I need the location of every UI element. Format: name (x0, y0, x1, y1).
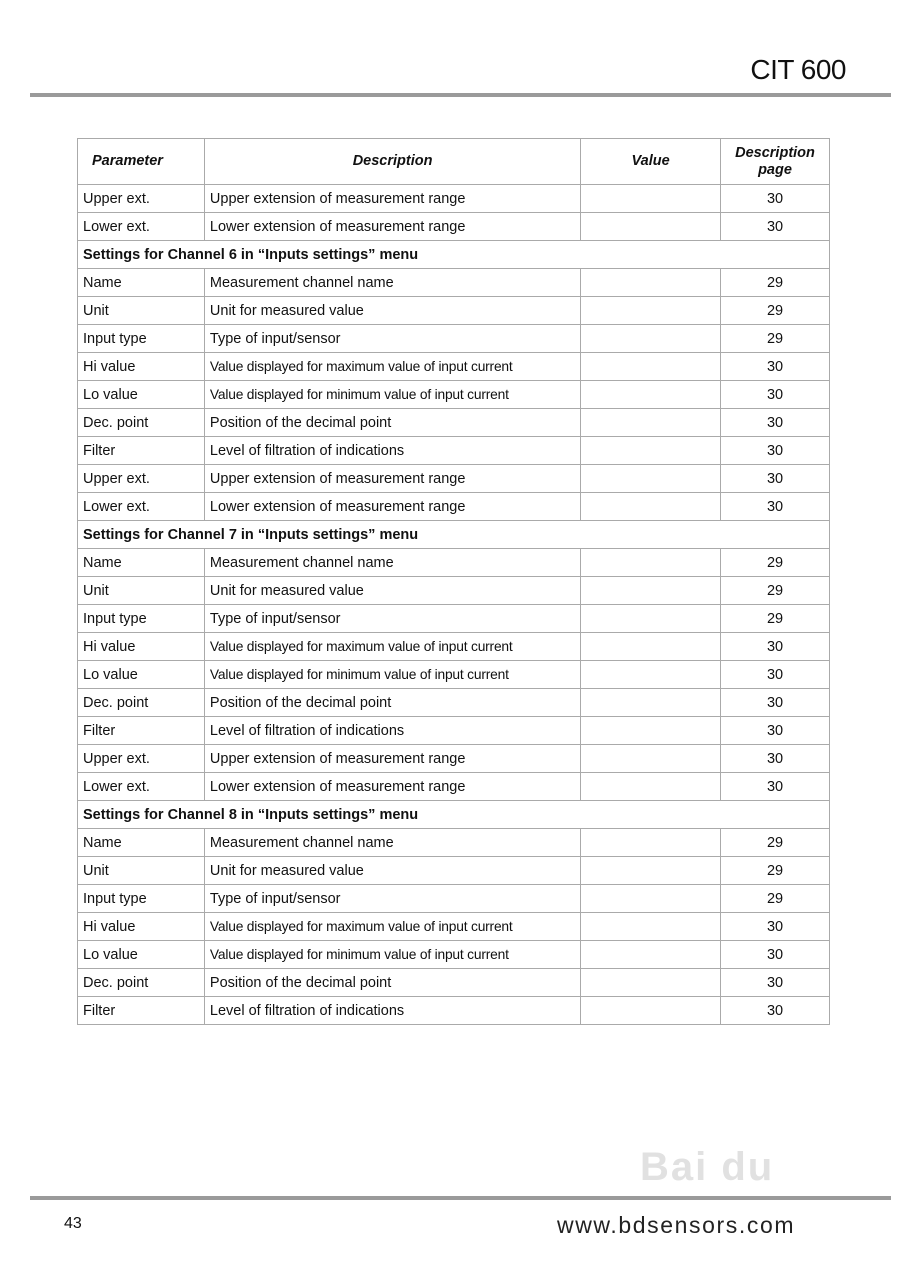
table-row (78, 829, 830, 857)
value-cell (581, 493, 721, 521)
parameter-cell: Hi value (78, 353, 205, 381)
value-cell (581, 213, 721, 241)
parameter-cell: Filter (78, 717, 205, 745)
value-cell (581, 633, 721, 661)
page-cell: 30 (721, 941, 830, 969)
value-cell (581, 717, 721, 745)
parameter-cell: Dec. point (78, 409, 205, 437)
parameter-cell: Name (78, 549, 205, 577)
value-cell (581, 353, 721, 381)
page-cell: 29 (721, 269, 830, 297)
description-cell: Value displayed for maximum value of input current (204, 633, 580, 661)
table-row (78, 549, 830, 577)
parameter-cell: Unit (78, 577, 205, 605)
parameter-cell: Lo value (78, 661, 205, 689)
value-cell (581, 437, 721, 465)
table-row (78, 633, 830, 661)
page-cell: 30 (721, 997, 830, 1025)
description-cell: Upper extension of measurement range (204, 465, 580, 493)
page-cell: 29 (721, 325, 830, 353)
value-cell (581, 185, 721, 213)
parameter-cell: Input type (78, 885, 205, 913)
value-cell (581, 829, 721, 857)
description-cell: Value displayed for minimum value of input current (204, 381, 580, 409)
parameter-cell: Lo value (78, 381, 205, 409)
description-cell: Value displayed for minimum value of input current (204, 661, 580, 689)
section-title: Settings for Channel 6 in “Inputs settings” menu (78, 241, 830, 269)
description-cell: Value displayed for maximum value of input current (204, 353, 580, 381)
description-cell: Upper extension of measurement range (204, 185, 580, 213)
table-row (78, 941, 830, 969)
page-cell: 30 (721, 633, 830, 661)
section-title: Settings for Channel 7 in “Inputs settings” menu (78, 521, 830, 549)
parameter-cell: Input type (78, 325, 205, 353)
table-row (78, 773, 830, 801)
value-cell (581, 325, 721, 353)
table-row (78, 661, 830, 689)
document-title: CIT 600 (750, 54, 846, 85)
parameter-cell: Filter (78, 437, 205, 465)
page-cell: 30 (721, 185, 830, 213)
description-cell: Position of the decimal point (204, 409, 580, 437)
page-cell: 29 (721, 297, 830, 325)
table-row (78, 885, 830, 913)
table-row (78, 381, 830, 409)
section-row (78, 801, 830, 829)
parameter-cell: Upper ext. (78, 465, 205, 493)
table-row (78, 465, 830, 493)
table-row (78, 577, 830, 605)
parameter-cell: Dec. point (78, 969, 205, 997)
description-cell: Measurement channel name (204, 269, 580, 297)
column-header-description: Description (204, 139, 580, 185)
table-row (78, 717, 830, 745)
parameter-cell: Lo value (78, 941, 205, 969)
footer-url: www.bdsensors.com (557, 1212, 796, 1238)
value-cell (581, 605, 721, 633)
description-cell: Level of filtration of indications (204, 437, 580, 465)
page-cell: 29 (721, 885, 830, 913)
page-cell: 29 (721, 577, 830, 605)
section-title: Settings for Channel 8 in “Inputs settings” menu (78, 801, 830, 829)
description-cell: Upper extension of measurement range (204, 745, 580, 773)
header-rule (30, 93, 891, 97)
page-cell: 30 (721, 661, 830, 689)
description-cell: Lower extension of measurement range (204, 773, 580, 801)
table-row (78, 437, 830, 465)
page-cell: 30 (721, 437, 830, 465)
table-row (78, 857, 830, 885)
table-header-row (78, 139, 830, 185)
description-cell: Lower extension of measurement range (204, 213, 580, 241)
value-cell (581, 857, 721, 885)
value-cell (581, 297, 721, 325)
parameter-cell: Hi value (78, 913, 205, 941)
table-row (78, 325, 830, 353)
parameter-cell: Lower ext. (78, 493, 205, 521)
description-cell: Type of input/sensor (204, 325, 580, 353)
parameter-cell: Dec. point (78, 689, 205, 717)
description-cell: Position of the decimal point (204, 969, 580, 997)
value-cell (581, 997, 721, 1025)
page-cell: 29 (721, 857, 830, 885)
table-row (78, 297, 830, 325)
page-number: 43 (64, 1215, 82, 1232)
value-cell (581, 465, 721, 493)
description-cell: Unit for measured value (204, 857, 580, 885)
table-row (78, 913, 830, 941)
column-header-value: Value (581, 139, 721, 185)
value-cell (581, 745, 721, 773)
table-row (78, 185, 830, 213)
table-row (78, 689, 830, 717)
page-cell: 29 (721, 549, 830, 577)
page-cell: 30 (721, 409, 830, 437)
description-cell: Lower extension of measurement range (204, 493, 580, 521)
description-cell: Position of the decimal point (204, 689, 580, 717)
value-cell (581, 913, 721, 941)
footer-rule (30, 1196, 891, 1200)
table-row (78, 409, 830, 437)
description-cell: Level of filtration of indications (204, 717, 580, 745)
column-header-description-page: Description page (721, 139, 830, 185)
page-cell: 30 (721, 381, 830, 409)
page-cell: 30 (721, 493, 830, 521)
parameter-cell: Lower ext. (78, 213, 205, 241)
table-row (78, 269, 830, 297)
value-cell (581, 773, 721, 801)
page-cell: 30 (721, 913, 830, 941)
parameter-cell: Unit (78, 857, 205, 885)
parameter-cell: Upper ext. (78, 745, 205, 773)
value-cell (581, 409, 721, 437)
table-row (78, 493, 830, 521)
table-row (78, 997, 830, 1025)
description-cell: Measurement channel name (204, 549, 580, 577)
description-cell: Measurement channel name (204, 829, 580, 857)
column-header-parameter: Parameter (78, 139, 205, 185)
parameters-table (77, 138, 830, 1025)
parameter-cell: Name (78, 269, 205, 297)
value-cell (581, 381, 721, 409)
parameter-cell: Name (78, 829, 205, 857)
parameter-cell: Lower ext. (78, 773, 205, 801)
parameter-cell: Filter (78, 997, 205, 1025)
parameter-cell: Input type (78, 605, 205, 633)
value-cell (581, 885, 721, 913)
value-cell (581, 269, 721, 297)
page-cell: 29 (721, 829, 830, 857)
table-row (78, 745, 830, 773)
table-row (78, 605, 830, 633)
page-cell: 30 (721, 689, 830, 717)
description-cell: Value displayed for minimum value of input current (204, 941, 580, 969)
parameter-cell: Upper ext. (78, 185, 205, 213)
page-cell: 30 (721, 213, 830, 241)
description-cell: Level of filtration of indications (204, 997, 580, 1025)
page-cell: 30 (721, 353, 830, 381)
value-cell (581, 969, 721, 997)
page-cell: 30 (721, 773, 830, 801)
parameter-cell: Unit (78, 297, 205, 325)
table-row (78, 353, 830, 381)
section-row (78, 241, 830, 269)
page-cell: 30 (721, 745, 830, 773)
description-cell: Type of input/sensor (204, 605, 580, 633)
value-cell (581, 661, 721, 689)
table-row (78, 213, 830, 241)
description-cell: Unit for measured value (204, 577, 580, 605)
baidu-watermark-logo: Bai du (640, 1145, 775, 1189)
page-cell: 29 (721, 605, 830, 633)
section-row (78, 521, 830, 549)
value-cell (581, 689, 721, 717)
table-row (78, 969, 830, 997)
value-cell (581, 577, 721, 605)
page-cell: 30 (721, 717, 830, 745)
value-cell (581, 549, 721, 577)
description-cell: Value displayed for maximum value of input current (204, 913, 580, 941)
description-cell: Type of input/sensor (204, 885, 580, 913)
page-cell: 30 (721, 465, 830, 493)
page-cell: 30 (721, 969, 830, 997)
description-cell: Unit for measured value (204, 297, 580, 325)
value-cell (581, 941, 721, 969)
parameter-cell: Hi value (78, 633, 205, 661)
